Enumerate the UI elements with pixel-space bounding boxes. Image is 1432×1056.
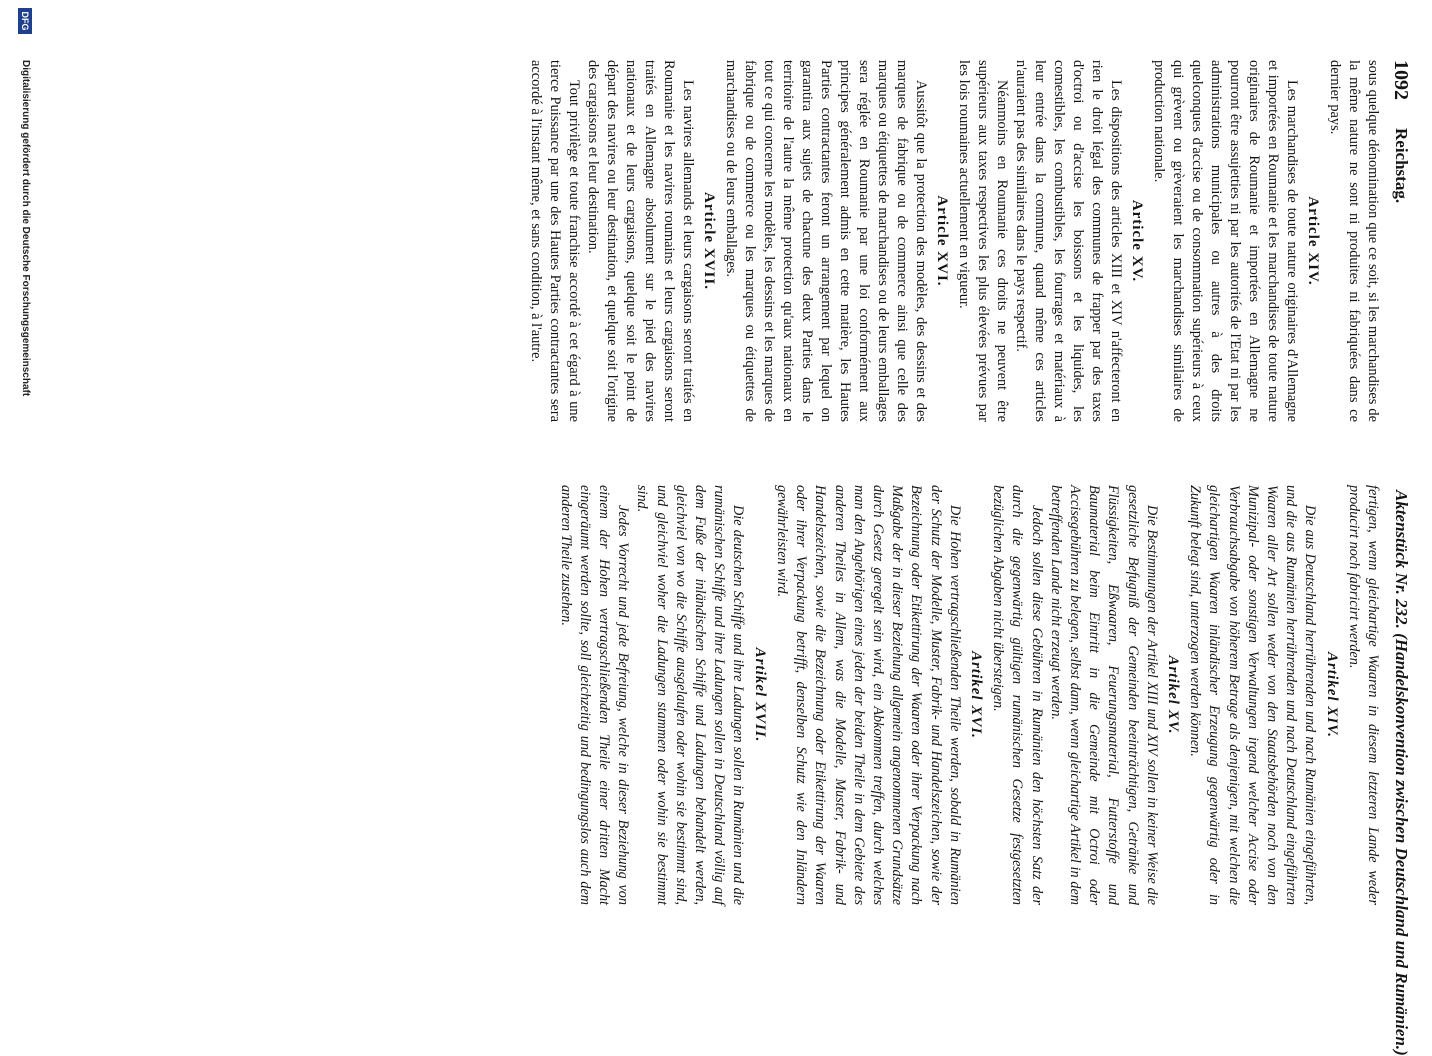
de-paragraph-continuation: fertigen, wenn gleichartige Waaren in diesem letzteren Lande weder producirt noch fabricirt werden. [1345,485,1381,905]
de-paragraph-artikel-xv-2: Jedoch sollen diese Gebühren in Rumänien den höchsten Satz der durch die gegenwärtig gültigen rumänischen Gesetze festgesetzten bezüglichen Abgaben nicht übersteigen. [990,485,1045,905]
fr-heading-article-xvii: Article XVII. [701,192,717,290]
fr-paragraph-article-xiv: Les marchandises de toute nature originaires d'Allemagne et importées en Roumanie et les marchandises de toute nature originaires de Roumanie et importées en Allemagne ne pourront être assujetties ni par les autorités de l'Etat ni par les administrations municipales ou autres à des droits quelconques d'accise ou de consommation supérieurs à ceux qui grèvent ou grèveraient les marchandises similaires de production nationale. [1151,60,1300,422]
running-head-document: Aktenstück Nr. 232. (Handelskonvention zwischen Deutschland und Rumänien.) [1392,490,1411,1056]
de-paragraph-artikel-xvii-1: Die deutschen Schiffe und ihre Ladungen sollen in Rumänien und die rumänischen Schiffe und ihre Ladungen sollen in Deutschland völlig auf dem Fuße der inländischen Schiffe und Ladungen behandelt werden, gleichviel von wo die Schiffe ausgelaufen oder wohin sie bestimmt sind, und gleichviel woher die Ladungen stammen oder wohin sie bestimmt sind. [634,485,747,905]
page-header [1386,60,1412,1056]
page-number: 1092 [1390,60,1412,100]
fr-paragraph-article-xv-2: Néanmoins en Roumanie ces droits ne peuvent être supérieurs aux taxes respectives les plus élevées prévues par les lois roumaines actuellement en vigueur. [956,60,1010,422]
fr-paragraph-article-xvii-2: Tout privilège et toute franchise accordé à cet égard à une tierce Puissance par une des Hautes Parties contractantes sera accordé à l'instant même, et sans condition, à l'autre. [528,60,582,422]
de-heading-artikel-xv: Artikel XV. [1164,655,1181,735]
de-paragraph-artikel-xvi: Die Hohen vertragschließenden Theile werden, sobald in Rumänien der Schutz der Modelle, Muster, Fabrik- und Handelszeichen, sowie der Bezeichnung oder Etikettirung der Waaren oder ihrer Verpackung nach Maßgabe der in dieser Beziehung allgemein angenommenen Grundsätze durch Gesetz geregelt sein wird, ein Abkommen treffen, durch welches man den Angehörigen eines jeden der beiden Theile in dem Gebiete des anderen Theiles in Allem, was die Modelle, Muster, Fabrik- und Handelszeichen, sowie die Bezeichnung oder Etikettirung der Waaren oder ihrer Verpackung betrifft, denselben Schutz wie den Inländern gewährleisten wird. [773,485,963,905]
de-heading-artikel-xiv: Artikel XIV. [1323,652,1340,738]
fr-paragraph-article-xv-1: Les dispositions des articles XIII et XIV n'affecteront en rien le droit légal des communes de frapper par des taxes d'octroi ou d'accise les boissons et les liquides, les comestibles, les combustibles, les fourrages et matériaux à leur entrée dans la commune, quand même ces articles n'auraient pas des similaires dans le pays respectif. [1013,60,1124,422]
de-paragraph-artikel-xv-1: Die Bestimmungen der Artikel XIII und XIV sollen in keiner Weise die gesetzliche Befugniß der Gemeinden beeinträchtigen, Getränke und Flüssigkeiten, Eßwaaren, Feuerungsmaterial, Futterstoffe und Baumaterial beim Eintritt in die Gemeinde mit Octroi oder Accisegebühren zu belegen, selbst dann, wenn gleichartige Artikel in dem betreffenden Lande nicht erzeugt werden. [1047,485,1160,905]
de-paragraph-artikel-xvii-2: Jedes Vorrecht und jede Befreiung, welche in dieser Beziehung von einem der Hohen vertragschließenden Theile einer dritten Macht eingeräumt werden sollte, soll gleichzeitig und bedingungslos auch dem anderen Theile zustehen. [557,485,632,905]
fr-heading-article-xv: Article XV. [1129,199,1145,283]
running-head-reichstag: Reichstag. [1392,128,1411,204]
de-heading-artikel-xvii: Artikel XVII. [751,647,768,743]
fr-paragraph-continuation: sous quelque dénomination que ce soit, si les marchandises de la même nature ne sont ni produites ni fabriquées dans ce dernier pays. [1327,60,1381,422]
fr-heading-article-xvi: Article XVI. [934,195,950,287]
german-column [555,485,1382,905]
fr-paragraph-article-xvi: Aussitôt que la protection des modèles, des dessins et des marques de fabrique ou de commerce ainsi que celle des marques ou étiquettes de marchandises ou de leurs emballages sera réglée en Roumanie par une loi conformément aux principes généralement admis en cette matière, les Hautes Parties contractantes feront un arrangement par lequel on garantira aux sujets de chacune des deux Parties dans le territoire de l'autre la même protection qu'aux nationaux en tout ce qui concerne les modèles, les dessins et les marques de fabrique ou de commerce ou les marques ou étiquettes de marchandises ou de leurs emballages. [723,60,929,422]
de-heading-artikel-xvi: Artikel XVI. [967,651,984,739]
fr-heading-article-xiv: Article XIV. [1305,196,1321,286]
digitization-credit: Digitalisierung gefördert durch die Deutsche Forschungsgemeinschaft [20,60,31,397]
dfg-logo: DFG [18,8,32,34]
fr-paragraph-article-xvii-1: Les navires allemands et leurs cargaisons seront traités en Roumanie et les navires roumains et leurs cargaisons seront traités en Allemagne absolument sur le pied des navires nationaux et de leurs cargaisons, quelque soit le point de départ des navires ou leur destination, et quelque soit l'origine des cargaisons et leur destination. [585,60,696,422]
de-paragraph-artikel-xiv: Die aus Deutschland herrührenden und nach Rumänien eingeführten, und die aus Rumänien herrührenden und nach Deutschland eingeführten Waaren aller Art sollen weder von den Staatsbehörden noch von den Munizipal- oder sonstigen Verwaltungen irgend welcher Accise oder Verbrauchsabgabe von höherem Betrage als denjenigen, mit welchen die gleichartigen Waaren inländischer Erzeugung gegenwärtig oder in Zukunft belegt sind, unterzogen werden können. [1187,485,1319,905]
french-column [526,60,1382,422]
